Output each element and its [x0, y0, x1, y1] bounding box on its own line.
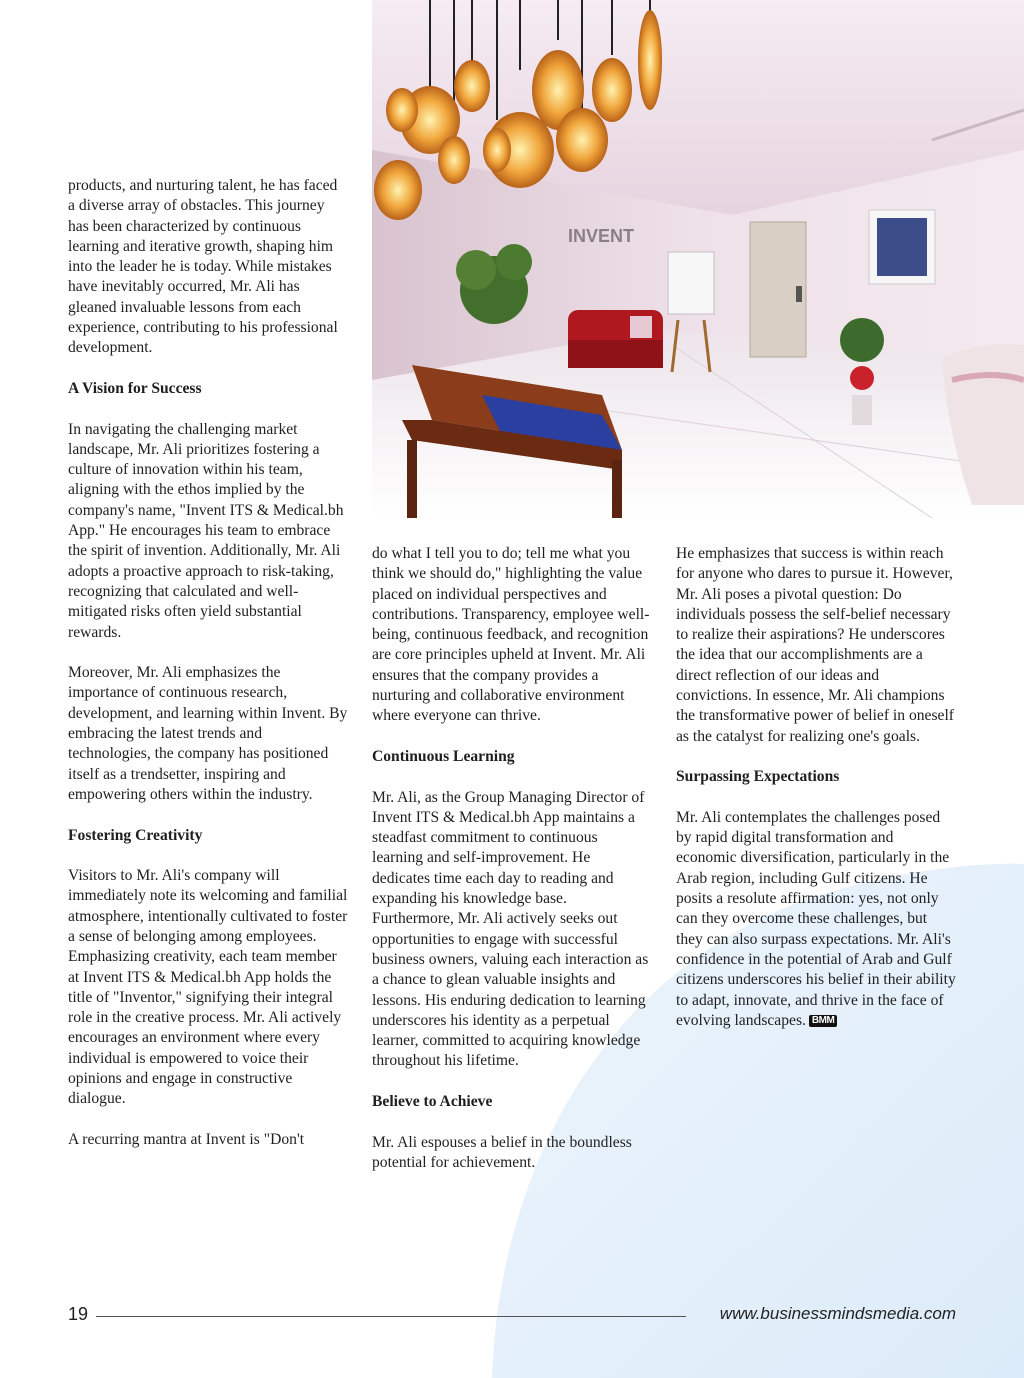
paragraph: In navigating the challenging market landscape, Mr. Ali prioritizes fostering a culture of innovation within his team, aligning with the ethos implied by the company's name, "Invent ITS & Medical.bh App." He encourages his team to embrace the spirit of invention. Additionally, Mr. Ali adopts a proactive approach to risk-taking, recognizing that calculated and well-mitigated risks often yield substantial rewards. [68, 420, 344, 641]
bmm-end-mark-logo: BMM [809, 1015, 837, 1027]
article-column-3 [676, 544, 956, 1051]
page-number: 19 [68, 1304, 89, 1324]
footer-divider [96, 1316, 686, 1317]
paragraph-with-end-mark [676, 808, 956, 1031]
paragraph: A recurring mantra at Invent is "Don't [68, 1130, 305, 1148]
paragraph: products, and nurturing talent, he has faced a diverse array of obstacles. This journey has been characterized by continuous learning and iterative growth, shaping him into the leader he is today. While mistakes have inevitably occurred, Mr. Ali has gleaned invaluable lessons from each experience, contributing to his professional development. [68, 177, 338, 357]
article-column-1 [68, 176, 348, 1171]
section-heading: Believe to Achieve [372, 1093, 493, 1111]
footer-website-url: www.businessmindsmedia.com [719, 1304, 956, 1323]
paragraph: Mr. Ali espouses a belief in the boundless potential for achievement. [372, 1133, 632, 1171]
section-heading: Surpassing Expectations [676, 768, 840, 786]
paragraph: Visitors to Mr. Ali's company will immediately note its welcoming and familial atmosphere, intentionally cultivated to foster a sense of belonging among employees. Emphasizing creativity, each team member at Invent ITS & Medical.bh App holds the title of "Inventor," signifying their integral role in the creative process. Mr. Ali actively encourages an environment where every individual is empowered to voice their opinions and engage in constructive dialogue. [68, 867, 348, 1108]
paragraph: do what I tell you to do; tell me what you think we should do," highlighting the value placed on individual perspectives and contributions. Transparency, employee well-being, continuous feedback, and recognition are core principles upheld at Invent. Mr. Ali ensures that the company provides a nurturing and collaborative environment where everyone can thrive. [372, 545, 650, 725]
paragraph: Mr. Ali, as the Group Managing Director of Invent ITS & Medical.bh App maintains a steadfast commitment to continuous learning and self-improvement. He dedicates time each day to reading and expanding his knowledge base. Furthermore, Mr. Ali actively seeks out opportunities to engage with successful business owners, valuing each interaction as a chance to glean valuable insights and lessons. His enduring dedication to learning underscores his identity as a perpetual learner, committed to acquiring knowledge throughout his lifetime. [372, 788, 649, 1070]
paragraph: He emphasizes that success is within reach for anyone who dares to pursue it. However, Mr. Ali poses a pivotal question: Do individuals possess the self-belief necessary to realize their aspirations? He underscores the idea that our accomplishments are a direct reflection of our ideas and convictions. In essence, Mr. Ali champions the transformative power of belief in oneself as the catalyst for realizing one's goals. [676, 545, 954, 745]
paragraph: Moreover, Mr. Ali emphasizes the importance of continuous research, development, and learning within Invent. By embracing the latest trends and technologies, the company has positioned itself as a trendsetter, inspiring and empowering others within the industry. [68, 664, 348, 803]
section-heading: A Vision for Success [68, 379, 202, 397]
article-column-2 [372, 544, 652, 1194]
invent-sign-text: INVENT [568, 226, 635, 246]
paragraph-text: Mr. Ali contemplates the challenges posed by rapid digital transformation and economic diversification, particularly in the Arab region, including Gulf citizens. He posits a resolute affirmation: yes, not only can they overcome these challenges, but they can also surpass expectations. Mr. Ali's confidence in the potential of Arab and Gulf citizens underscores his belief in their ability to adapt, innovate, and thrive in the face of evolving landscapes. [676, 808, 956, 1029]
section-heading: Continuous Learning [372, 747, 515, 765]
section-heading: Fostering Creativity [68, 826, 203, 844]
office-lobby-photo [372, 0, 1024, 518]
